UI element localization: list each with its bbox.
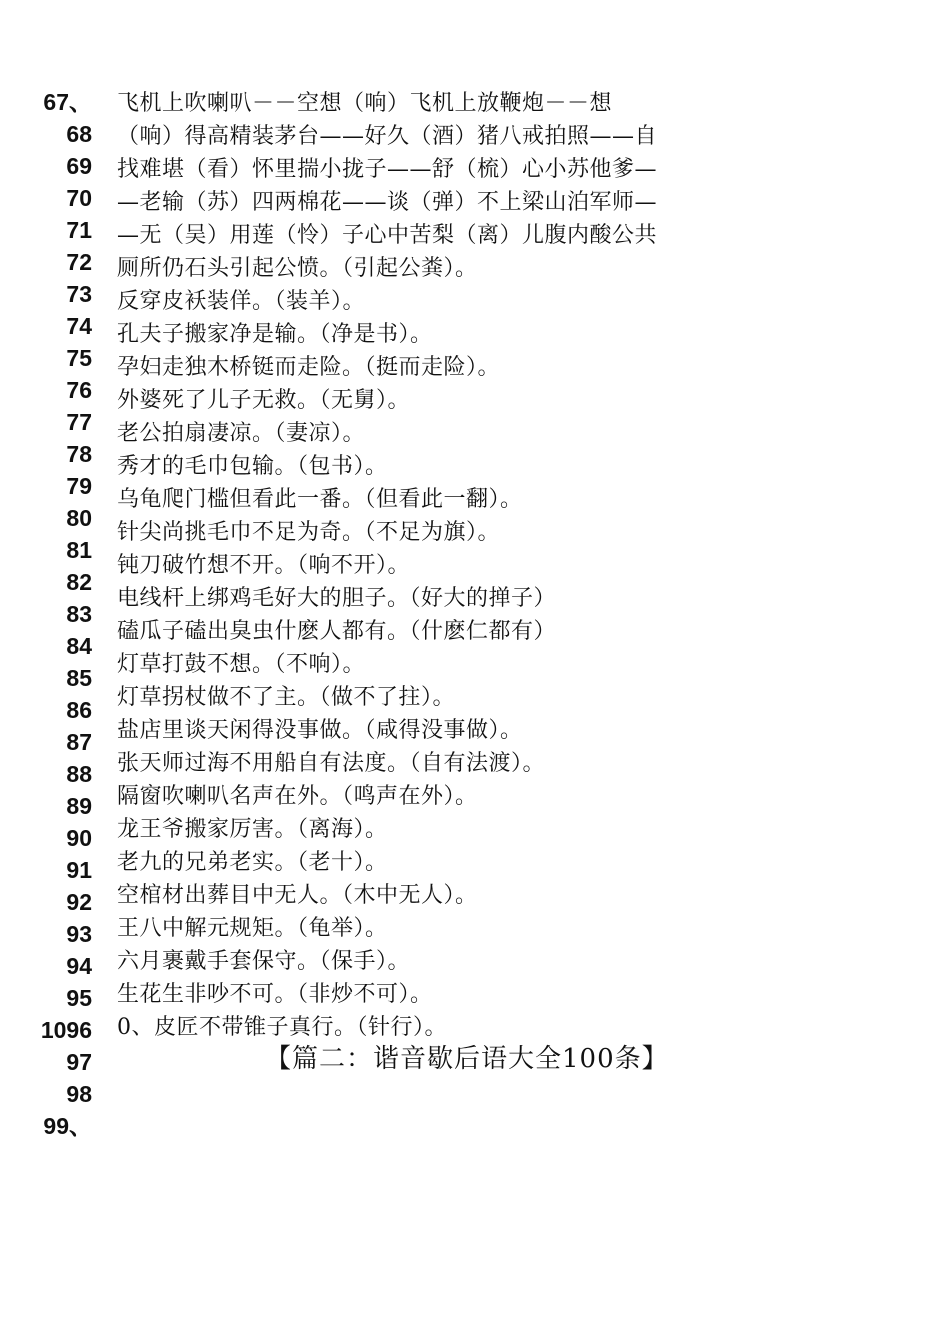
line-number: 68	[66, 121, 92, 147]
line-number: 85	[66, 665, 92, 691]
text-line: 找难堪（看）怀里揣小拢子——舒（梳）心小苏他爹—	[117, 157, 658, 182]
line-number: 93	[66, 921, 92, 947]
text-line: 0、皮匠不带锥子真行。（针行）。	[117, 1015, 447, 1040]
text-line: 盐店里谈天闲得没事做。（咸得没事做）。	[117, 718, 523, 743]
text-line: 秀才的毛巾包输。（包书）。	[117, 454, 388, 479]
text-line: 外婆死了儿子无救。（无舅）。	[117, 388, 411, 413]
line-number: 92	[66, 889, 92, 915]
line-number: 83	[66, 601, 92, 627]
text-line: 磕瓜子磕出臭虫什麽人都有。（什麽仁都有）	[117, 619, 557, 644]
line-number: 89	[66, 793, 92, 819]
line-number: 91	[66, 857, 92, 883]
line-number: 86	[66, 697, 92, 723]
text-line: 王八中解元规矩。（龟举）。	[117, 916, 388, 941]
text-line: 龙王爷搬家厉害。（离海）。	[117, 817, 388, 842]
line-number: 77	[66, 409, 92, 435]
line-number: 90	[66, 825, 92, 851]
text-line: 厕所仍石头引起公愤。（引起公粪）。	[117, 256, 478, 281]
line-number: 81	[66, 537, 92, 563]
text-line: 隔窗吹喇叭名声在外。（鸣声在外）。	[117, 784, 478, 809]
line-number: 1096	[40, 1017, 92, 1043]
text-line: 孔夫子搬家净是输。（净是书）。	[117, 322, 433, 347]
text-line: 孕妇走独木桥铤而走险。（挺而走险）。	[117, 355, 501, 380]
text-line: 老公拍扇凄凉。（妻凉）。	[117, 421, 366, 446]
text-line: 乌龟爬门槛但看此一番。（但看此一翻）。	[117, 487, 523, 512]
text-line: —老输（苏）四两棉花——谈（弹）不上梁山泊军师—	[117, 190, 658, 215]
line-number: 72	[66, 249, 92, 275]
line-number: 67、	[43, 89, 92, 115]
line-number: 84	[66, 633, 92, 659]
line-number: 82	[66, 569, 92, 595]
line-number: 69	[66, 153, 92, 179]
line-number: 80	[66, 505, 92, 531]
text-line: （响）得高精装茅台——好久（酒）猪八戒拍照——自	[117, 124, 658, 149]
text-line: 灯草打鼓不想。（不响）。	[117, 652, 366, 677]
line-number: 88	[66, 761, 92, 787]
text-line: 飞机上吹喇叭－－空想（响）飞机上放鞭炮－－想	[117, 91, 613, 116]
line-number: 70	[66, 185, 92, 211]
line-number: 76	[66, 377, 92, 403]
line-number: 78	[66, 441, 92, 467]
line-number: 71	[66, 217, 92, 243]
line-number: 97	[66, 1049, 92, 1075]
line-number: 94	[66, 953, 92, 979]
text-line: 反穿皮袄装佯。（装羊）。	[117, 289, 366, 314]
line-number: 74	[66, 313, 92, 339]
text-line: 张天师过海不用船自有法度。（自有法渡）。	[117, 751, 546, 776]
line-number: 73	[66, 281, 92, 307]
text-line: 空棺材出葬目中无人。（木中无人）。	[117, 883, 478, 908]
section-heading: 【篇二：谐音歇后语大全100条】	[265, 1044, 669, 1074]
text-line: 电线杆上绑鸡毛好大的胆子。（好大的掸子）	[117, 586, 557, 611]
text-line: —无（吴）用莲（怜）子心中苦梨（离）儿腹内酸公共	[117, 223, 658, 248]
text-line: 生花生非吵不可。（非炒不可）。	[117, 982, 433, 1007]
line-number: 95	[66, 985, 92, 1011]
text-line: 针尖尚挑毛巾不足为奇。（不足为旗）。	[117, 520, 501, 545]
text-line: 六月裹戴手套保守。（保手）。	[117, 949, 411, 974]
text-line: 老九的兄弟老实。（老十）。	[117, 850, 388, 875]
text-line: 钝刀破竹想不开。（响不开）。	[117, 553, 411, 578]
line-number: 79	[66, 473, 92, 499]
line-number: 87	[66, 729, 92, 755]
line-number: 99、	[43, 1113, 92, 1139]
line-number: 75	[66, 345, 92, 371]
text-line: 灯草拐杖做不了主。（做不了拄）。	[117, 685, 456, 710]
line-number: 98	[66, 1081, 92, 1107]
